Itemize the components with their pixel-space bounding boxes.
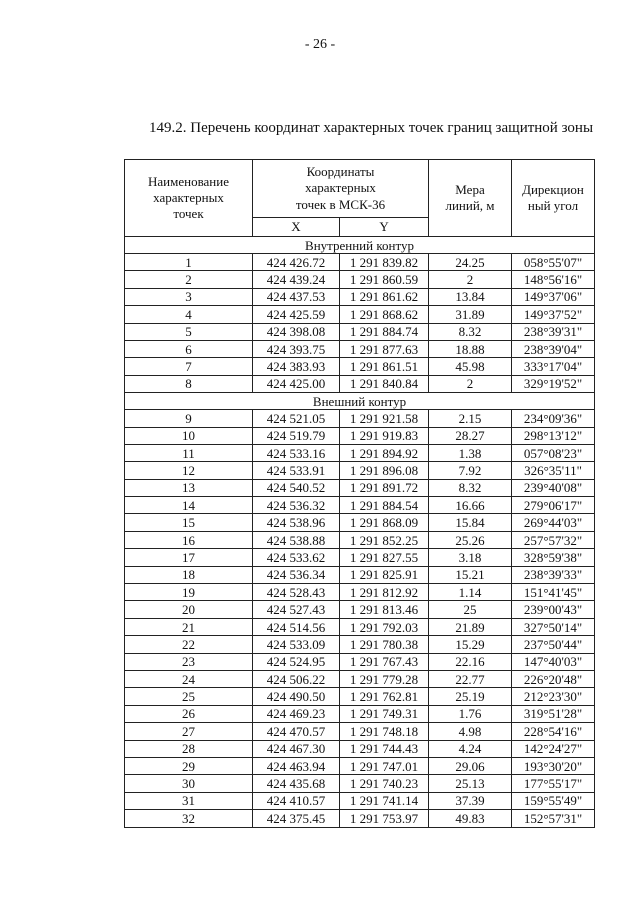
direction-angle-cell: 238°39'31" [512, 323, 595, 340]
coord-x-cell: 424 393.75 [253, 340, 340, 357]
direction-angle-cell: 152°57'31" [512, 810, 595, 827]
line-length-cell: 49.83 [429, 810, 512, 827]
coord-y-cell: 1 291 753.97 [340, 810, 429, 827]
coord-y-cell: 1 291 827.55 [340, 549, 429, 566]
point-number-cell: 1 [125, 254, 253, 271]
table-row [125, 271, 595, 288]
coord-x-cell: 424 536.32 [253, 497, 340, 514]
table-row [125, 427, 595, 444]
coord-y-cell: 1 291 861.62 [340, 288, 429, 305]
coord-y-cell: 1 291 748.18 [340, 723, 429, 740]
page-number: - 26 - [304, 37, 336, 52]
point-number-cell: 25 [125, 688, 253, 705]
direction-angle-cell: 326°35'11" [512, 462, 595, 479]
section-header-row [125, 393, 595, 410]
coord-x-cell: 424 533.62 [253, 549, 340, 566]
coord-x-cell: 424 425.59 [253, 306, 340, 323]
header-point-name: Наименование характерных точек [125, 160, 253, 237]
line-length-cell: 22.16 [429, 653, 512, 670]
line-length-cell: 25.19 [429, 688, 512, 705]
direction-angle-cell: 298°13'12" [512, 427, 595, 444]
line-length-cell: 3.18 [429, 549, 512, 566]
table-row [125, 723, 595, 740]
line-length-cell: 28.27 [429, 427, 512, 444]
line-length-cell: 2.15 [429, 410, 512, 427]
table-row [125, 601, 595, 618]
point-number-cell: 22 [125, 636, 253, 653]
direction-angle-cell: 239°00'43" [512, 601, 595, 618]
point-number-cell: 8 [125, 375, 253, 392]
header-line-length: Мера линий, м [429, 160, 512, 237]
table-row [125, 254, 595, 271]
coord-y-cell: 1 291 741.14 [340, 792, 429, 809]
point-number-cell: 11 [125, 444, 253, 461]
table-row [125, 775, 595, 792]
coord-y-cell: 1 291 860.59 [340, 271, 429, 288]
line-length-cell: 37.39 [429, 792, 512, 809]
table-row [125, 531, 595, 548]
direction-angle-cell: 257°57'32" [512, 531, 595, 548]
table-caption: 149.2. Перечень координат характерных точек границ защитной зоны [149, 120, 594, 136]
direction-angle-cell: 269°44'03" [512, 514, 595, 531]
direction-angle-cell: 149°37'06" [512, 288, 595, 305]
table-row [125, 670, 595, 687]
coord-x-cell: 424 435.68 [253, 775, 340, 792]
coordinates-table [124, 159, 595, 828]
direction-angle-cell: 234°09'36" [512, 410, 595, 427]
coord-x-cell: 424 469.23 [253, 705, 340, 722]
direction-angle-cell: 239°40'08" [512, 479, 595, 496]
coord-x-cell: 424 540.52 [253, 479, 340, 496]
coord-x-cell: 424 538.88 [253, 531, 340, 548]
direction-angle-cell: 319°51'28" [512, 705, 595, 722]
coord-x-cell: 424 439.24 [253, 271, 340, 288]
direction-angle-cell: 151°41'45" [512, 584, 595, 601]
coord-x-cell: 424 536.34 [253, 566, 340, 583]
table-row [125, 566, 595, 583]
table-row [125, 444, 595, 461]
table-row [125, 549, 595, 566]
direction-angle-cell: 333°17'04" [512, 358, 595, 375]
table-row [125, 497, 595, 514]
table-row [125, 636, 595, 653]
coord-x-cell: 424 467.30 [253, 740, 340, 757]
coord-y-cell: 1 291 896.08 [340, 462, 429, 479]
direction-angle-cell: 237°50'44" [512, 636, 595, 653]
point-number-cell: 6 [125, 340, 253, 357]
line-length-cell: 2 [429, 271, 512, 288]
line-length-cell: 8.32 [429, 323, 512, 340]
point-number-cell: 30 [125, 775, 253, 792]
table-row [125, 375, 595, 392]
point-number-cell: 28 [125, 740, 253, 757]
coord-y-cell: 1 291 861.51 [340, 358, 429, 375]
point-number-cell: 17 [125, 549, 253, 566]
direction-angle-cell: 193°30'20" [512, 757, 595, 774]
coord-y-cell: 1 291 762.81 [340, 688, 429, 705]
line-length-cell: 7.92 [429, 462, 512, 479]
direction-angle-cell: 159°55'49" [512, 792, 595, 809]
table-body [125, 237, 595, 828]
line-length-cell: 8.32 [429, 479, 512, 496]
coord-x-cell: 424 524.95 [253, 653, 340, 670]
line-length-cell: 16.66 [429, 497, 512, 514]
coord-x-cell: 424 426.72 [253, 254, 340, 271]
direction-angle-cell: 329°19'52" [512, 375, 595, 392]
table-row [125, 688, 595, 705]
coord-y-cell: 1 291 840.84 [340, 375, 429, 392]
line-length-cell: 1.14 [429, 584, 512, 601]
line-length-cell: 25.26 [429, 531, 512, 548]
point-number-cell: 9 [125, 410, 253, 427]
point-number-cell: 24 [125, 670, 253, 687]
table-row [125, 462, 595, 479]
direction-angle-cell: 147°40'03" [512, 653, 595, 670]
point-number-cell: 14 [125, 497, 253, 514]
coord-x-cell: 424 470.57 [253, 723, 340, 740]
direction-angle-cell: 279°06'17" [512, 497, 595, 514]
coord-y-cell: 1 291 779.28 [340, 670, 429, 687]
section-title: Внешний контур [125, 393, 595, 410]
coord-y-cell: 1 291 812.92 [340, 584, 429, 601]
section-title: Внутренний контур [125, 237, 595, 254]
coord-x-cell: 424 528.43 [253, 584, 340, 601]
point-number-cell: 7 [125, 358, 253, 375]
point-number-cell: 16 [125, 531, 253, 548]
direction-angle-cell: 058°55'07" [512, 254, 595, 271]
line-length-cell: 15.21 [429, 566, 512, 583]
table-row [125, 306, 595, 323]
point-number-cell: 3 [125, 288, 253, 305]
direction-angle-cell: 148°56'16" [512, 271, 595, 288]
table-row [125, 340, 595, 357]
coord-y-cell: 1 291 825.91 [340, 566, 429, 583]
direction-angle-cell: 212°23'30" [512, 688, 595, 705]
coord-y-cell: 1 291 839.82 [340, 254, 429, 271]
line-length-cell: 2 [429, 375, 512, 392]
coord-y-cell: 1 291 919.83 [340, 427, 429, 444]
point-number-cell: 4 [125, 306, 253, 323]
line-length-cell: 45.98 [429, 358, 512, 375]
section-header-row [125, 237, 595, 254]
direction-angle-cell: 226°20'48" [512, 670, 595, 687]
line-length-cell: 13.84 [429, 288, 512, 305]
point-number-cell: 5 [125, 323, 253, 340]
direction-angle-cell: 142°24'27" [512, 740, 595, 757]
line-length-cell: 24.25 [429, 254, 512, 271]
direction-angle-cell: 228°54'16" [512, 723, 595, 740]
coord-x-cell: 424 533.91 [253, 462, 340, 479]
coord-y-cell: 1 291 868.62 [340, 306, 429, 323]
point-number-cell: 31 [125, 792, 253, 809]
line-length-cell: 22.77 [429, 670, 512, 687]
coord-y-cell: 1 291 767.43 [340, 653, 429, 670]
coord-y-cell: 1 291 749.31 [340, 705, 429, 722]
coord-x-cell: 424 538.96 [253, 514, 340, 531]
coord-x-cell: 424 490.50 [253, 688, 340, 705]
coord-y-cell: 1 291 891.72 [340, 479, 429, 496]
line-length-cell: 31.89 [429, 306, 512, 323]
coord-x-cell: 424 533.09 [253, 636, 340, 653]
direction-angle-cell: 177°55'17" [512, 775, 595, 792]
coord-x-cell: 424 521.05 [253, 410, 340, 427]
coord-y-cell: 1 291 780.38 [340, 636, 429, 653]
direction-angle-cell: 057°08'23" [512, 444, 595, 461]
coord-x-cell: 424 437.53 [253, 288, 340, 305]
point-number-cell: 29 [125, 757, 253, 774]
point-number-cell: 13 [125, 479, 253, 496]
table-row [125, 410, 595, 427]
table-row [125, 792, 595, 809]
table-row [125, 810, 595, 827]
coord-x-cell: 424 398.08 [253, 323, 340, 340]
point-number-cell: 10 [125, 427, 253, 444]
coord-x-cell: 424 375.45 [253, 810, 340, 827]
line-length-cell: 1.38 [429, 444, 512, 461]
point-number-cell: 23 [125, 653, 253, 670]
header-coordinates: Координаты характерных точек в МСК-36 [253, 160, 429, 218]
coord-x-cell: 424 533.16 [253, 444, 340, 461]
table-row [125, 358, 595, 375]
table-row [125, 653, 595, 670]
coord-y-cell: 1 291 884.54 [340, 497, 429, 514]
line-length-cell: 25.13 [429, 775, 512, 792]
coord-y-cell: 1 291 740.23 [340, 775, 429, 792]
coord-y-cell: 1 291 894.92 [340, 444, 429, 461]
direction-angle-cell: 238°39'04" [512, 340, 595, 357]
coord-x-cell: 424 463.94 [253, 757, 340, 774]
header-y: Y [340, 217, 429, 236]
coord-y-cell: 1 291 884.74 [340, 323, 429, 340]
point-number-cell: 27 [125, 723, 253, 740]
direction-angle-cell: 238°39'33" [512, 566, 595, 583]
coord-y-cell: 1 291 813.46 [340, 601, 429, 618]
point-number-cell: 12 [125, 462, 253, 479]
coord-x-cell: 424 425.00 [253, 375, 340, 392]
coord-y-cell: 1 291 744.43 [340, 740, 429, 757]
direction-angle-cell: 328°59'38" [512, 549, 595, 566]
header-x: X [253, 217, 340, 236]
coord-x-cell: 424 410.57 [253, 792, 340, 809]
coord-y-cell: 1 291 921.58 [340, 410, 429, 427]
direction-angle-cell: 149°37'52" [512, 306, 595, 323]
point-number-cell: 2 [125, 271, 253, 288]
line-length-cell: 4.24 [429, 740, 512, 757]
line-length-cell: 15.84 [429, 514, 512, 531]
line-length-cell: 25 [429, 601, 512, 618]
coord-y-cell: 1 291 852.25 [340, 531, 429, 548]
line-length-cell: 21.89 [429, 618, 512, 635]
coord-x-cell: 424 519.79 [253, 427, 340, 444]
coord-y-cell: 1 291 877.63 [340, 340, 429, 357]
coord-x-cell: 424 506.22 [253, 670, 340, 687]
table-row [125, 288, 595, 305]
coord-x-cell: 424 383.93 [253, 358, 340, 375]
table-row [125, 479, 595, 496]
point-number-cell: 18 [125, 566, 253, 583]
point-number-cell: 19 [125, 584, 253, 601]
point-number-cell: 20 [125, 601, 253, 618]
line-length-cell: 15.29 [429, 636, 512, 653]
direction-angle-cell: 327°50'14" [512, 618, 595, 635]
coord-y-cell: 1 291 747.01 [340, 757, 429, 774]
table-row [125, 757, 595, 774]
table-row [125, 618, 595, 635]
header-direction-angle: Дирекцион ный угол [512, 160, 595, 237]
table-row [125, 323, 595, 340]
line-length-cell: 29.06 [429, 757, 512, 774]
table-row [125, 740, 595, 757]
coord-x-cell: 424 527.43 [253, 601, 340, 618]
table-row [125, 584, 595, 601]
coord-y-cell: 1 291 792.03 [340, 618, 429, 635]
line-length-cell: 1.76 [429, 705, 512, 722]
line-length-cell: 18.88 [429, 340, 512, 357]
table-header [125, 160, 595, 237]
coord-y-cell: 1 291 868.09 [340, 514, 429, 531]
point-number-cell: 15 [125, 514, 253, 531]
table-row [125, 705, 595, 722]
point-number-cell: 32 [125, 810, 253, 827]
coord-x-cell: 424 514.56 [253, 618, 340, 635]
point-number-cell: 26 [125, 705, 253, 722]
point-number-cell: 21 [125, 618, 253, 635]
line-length-cell: 4.98 [429, 723, 512, 740]
table-row [125, 514, 595, 531]
